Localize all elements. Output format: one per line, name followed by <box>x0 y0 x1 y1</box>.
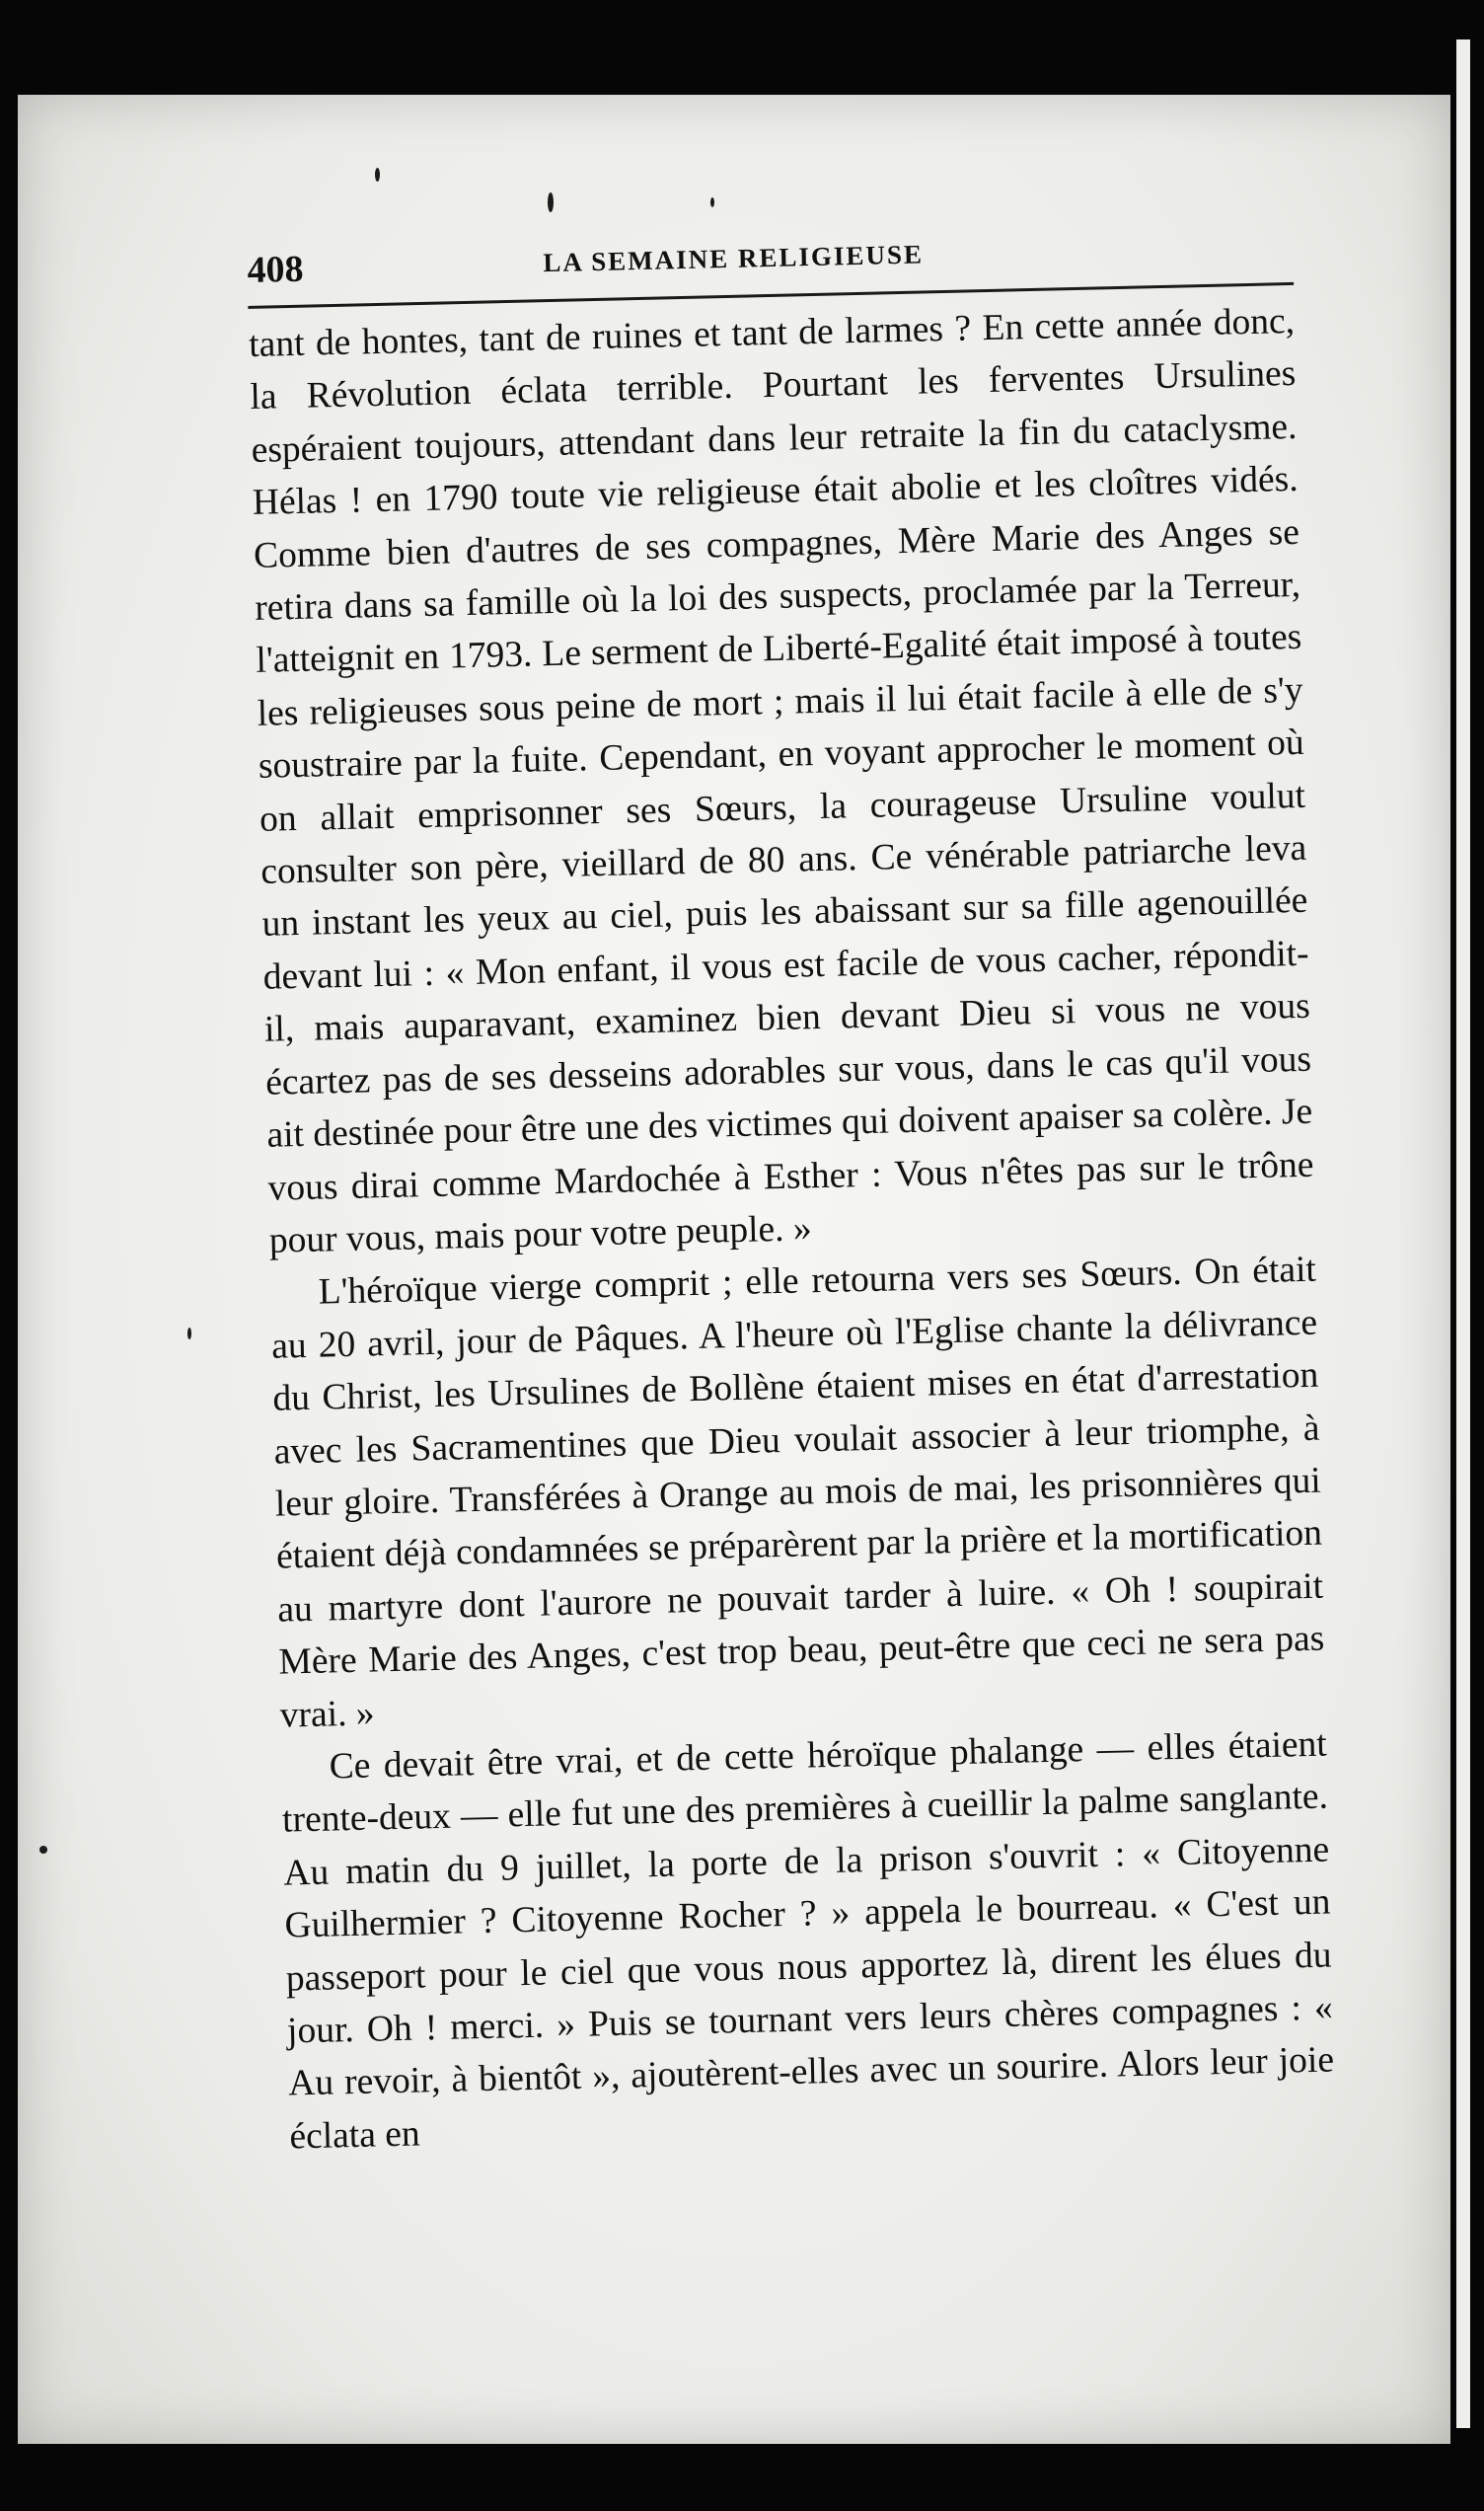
scan-speck <box>39 1846 47 1854</box>
scan-speck <box>187 1328 191 1339</box>
body-text <box>249 295 1336 2164</box>
paragraph-3: Ce devait être vrai, et de cette héroïque phalange — elles étaient trente-deux — elle fut une des premières à cueillir la palme sanglante. Au matin du 9 juillet, la porte de la prison s'ouvrit : « Citoyenne Guilhermier ? Citoyenne Rocher ? » appela le bourreau. « C'est un passeport pour le ciel que vous nous apportez là, dirent les élues du jour. Oh ! merci. » Puis se tournant vers leurs chères compagnes : « Au revoir, à bientôt », ajoutèrent-elles avec un sourire. Alors leur joie éclata en <box>281 1723 1335 2158</box>
scan-speck <box>548 192 554 212</box>
page-number: 408 <box>247 248 305 291</box>
paragraph-2: L'héroïque vierge comprit ; elle retourna vers ses Sœurs. On était au 20 avril, jour de Pâques. A l'heure où l'Eglise chante la délivrance du Christ, les Ursulines de Bollène étaient mises en état d'arrestation avec les Sacramentines que Dieu voulait associer à leur triomphe, à leur gloire. Transférées à Orange au mois de mai, les prisonnières qui étaient déjà condamnées se préparèrent par la prière et la mortification au martyre dont l'aurore ne pouvait tarder à luire. « Oh ! soupirait Mère Marie des Anges, c'est trop beau, peut-être que ceci ne sera pas vrai. » <box>270 1249 1325 1736</box>
next-page-edge <box>1456 39 1470 2428</box>
running-title: LA SEMAINE RELIGIEUSE <box>543 239 925 278</box>
scan-speck <box>375 168 380 182</box>
paragraph-1: tant de hontes, tant de ruines et tant de larmes ? En cette année donc, la Révolution éclata terrible. Pourtant les ferventes Ursulines espéraient toujours, attendant dans leur retraite la fin du cataclysme. Hélas ! en 1790 toute vie religieuse était abolie et les cloîtres vidés. Comme bien d'autres de ses compagnes, Mère Marie des Anges se retira dans sa famille où la loi des suspects, proclamée par la Terreur, l'atteignit en 1793. Le serment de Liberté-Egalité était imposé à toutes les religieuses sous peine de mort ; mais il lui était facile à elle de s'y soustraire par la fuite. Cependant, en voyant approcher le moment où on allait emprisonner ses Sœurs, la courageuse Ursuline voulut consulter son père, vieillard de 80 ans. Ce vénérable patriarche leva un instant les yeux au ciel, puis les abaissant sur sa fille agenouillée devant lui : « Mon enfant, il vous est facile de vous cacher, répondit-il, mais auparavant, examinez bien devant Dieu si vous ne vous écartez pas de ses desseins adorables sur vous, dans le cas qu'il vous ait destinée pour être une des victimes qui doivent apaiser sa colère. Je vous dirai comme Mardochée à Esther : Vous n'êtes pas sur le trône pour vous, mais pour votre peuple. » <box>248 300 1314 1261</box>
scan-speck <box>710 197 714 207</box>
page-content <box>247 223 1336 2164</box>
